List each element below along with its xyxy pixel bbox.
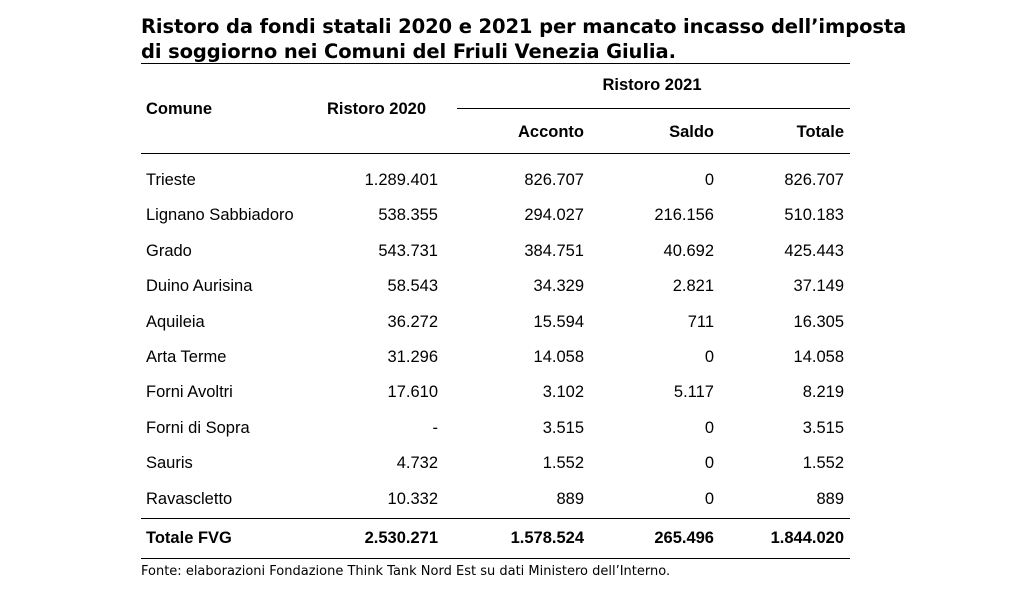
cell-ristoro-2020: 4.732 (396, 454, 438, 473)
total-top-rule (141, 518, 850, 519)
cell-totale: 37.149 (793, 277, 844, 296)
cell-saldo: 0 (704, 348, 714, 366)
cell-ristoro-2020: 10.332 (387, 489, 438, 508)
cell-saldo: 5.117 (673, 383, 714, 402)
cell-comune: Arta Terme (146, 348, 227, 366)
header-ristoro-2021: Ristoro 2021 (602, 76, 702, 94)
header-ristoro-2020: Ristoro 2020 (326, 100, 426, 118)
document-title (141, 14, 907, 64)
total-comune: Totale FVG (146, 529, 232, 547)
cell-totale: 826.707 (784, 171, 844, 189)
cell-comune: Aquileia (146, 312, 205, 331)
cell-totale: 3.515 (802, 418, 844, 437)
cell-ristoro-2020: 538.355 (378, 206, 438, 225)
cell-acconto: 384.751 (524, 241, 584, 260)
total-totale: 1.844.020 (770, 529, 844, 547)
title-rule (141, 63, 850, 64)
cell-comune: Forni di Sopra (146, 418, 250, 437)
header-bottom-rule (141, 153, 850, 154)
cell-ristoro-2020: 543.731 (378, 241, 438, 260)
header-acconto: Acconto (518, 123, 584, 141)
cell-totale: 425.443 (784, 241, 844, 260)
cell-saldo: 0 (704, 454, 714, 473)
cell-comune: Forni Avoltri (146, 383, 233, 402)
cell-acconto: 34.329 (533, 277, 584, 296)
cell-saldo: 0 (704, 489, 714, 508)
cell-totale: 1.552 (802, 454, 844, 473)
total-bottom-rule (141, 558, 850, 559)
cell-acconto: 294.027 (524, 206, 584, 225)
cell-ristoro-2020: 31.296 (387, 348, 438, 366)
cell-acconto: 3.515 (542, 418, 584, 437)
cell-ristoro-2020: 58.543 (387, 277, 438, 296)
header-saldo: Saldo (669, 123, 714, 141)
source-note: Fonte: elaborazioni Fondazione Think Tank Nord Est su dati Ministero dell’Interno. (141, 564, 671, 579)
cell-acconto: 3.102 (542, 383, 584, 402)
cell-comune: Sauris (146, 454, 193, 473)
cell-saldo: 40.692 (663, 241, 714, 260)
cell-totale: 14.058 (793, 348, 844, 366)
cell-totale: 889 (816, 489, 844, 508)
cell-comune: Grado (146, 241, 192, 260)
total-saldo: 265.496 (654, 529, 714, 547)
cell-comune: Ravascletto (146, 489, 233, 508)
cell-ristoro-2020: 36.272 (387, 312, 438, 331)
title-line-1: Ristoro da fondi statali 2020 e 2021 per mancato incasso dell’imposta (141, 15, 907, 38)
cell-ristoro-2020: 17.610 (387, 383, 438, 402)
total-ristoro-2020: 2.530.271 (364, 529, 438, 547)
cell-comune: Duino Aurisina (146, 277, 253, 296)
header-totale: Totale (796, 123, 844, 141)
header-comune: Comune (146, 100, 212, 118)
cell-acconto: 15.594 (533, 312, 584, 331)
cell-ristoro-2020: - (432, 418, 438, 437)
cell-saldo: 0 (704, 418, 714, 437)
cell-saldo: 2.821 (672, 277, 714, 296)
title-line-2: di soggiorno nei Comuni del Friuli Venezia Giulia. (141, 40, 676, 63)
cell-acconto: 889 (556, 489, 584, 508)
cell-acconto: 14.058 (533, 348, 584, 366)
cell-acconto: 1.552 (542, 454, 584, 473)
cell-totale: 510.183 (784, 206, 844, 225)
cell-ristoro-2020: 1.289.401 (364, 171, 438, 189)
cell-saldo: 216.156 (654, 206, 714, 225)
cell-comune: Lignano Sabbiadoro (146, 206, 294, 225)
cell-saldo: 0 (704, 171, 714, 189)
cell-acconto: 826.707 (524, 171, 584, 189)
ristoro-2021-rule (457, 108, 850, 109)
total-acconto: 1.578.524 (510, 529, 584, 547)
cell-saldo: 711 (687, 312, 714, 331)
cell-totale: 8.219 (802, 383, 844, 402)
cell-totale: 16.305 (793, 312, 844, 331)
cell-comune: Trieste (146, 171, 196, 189)
